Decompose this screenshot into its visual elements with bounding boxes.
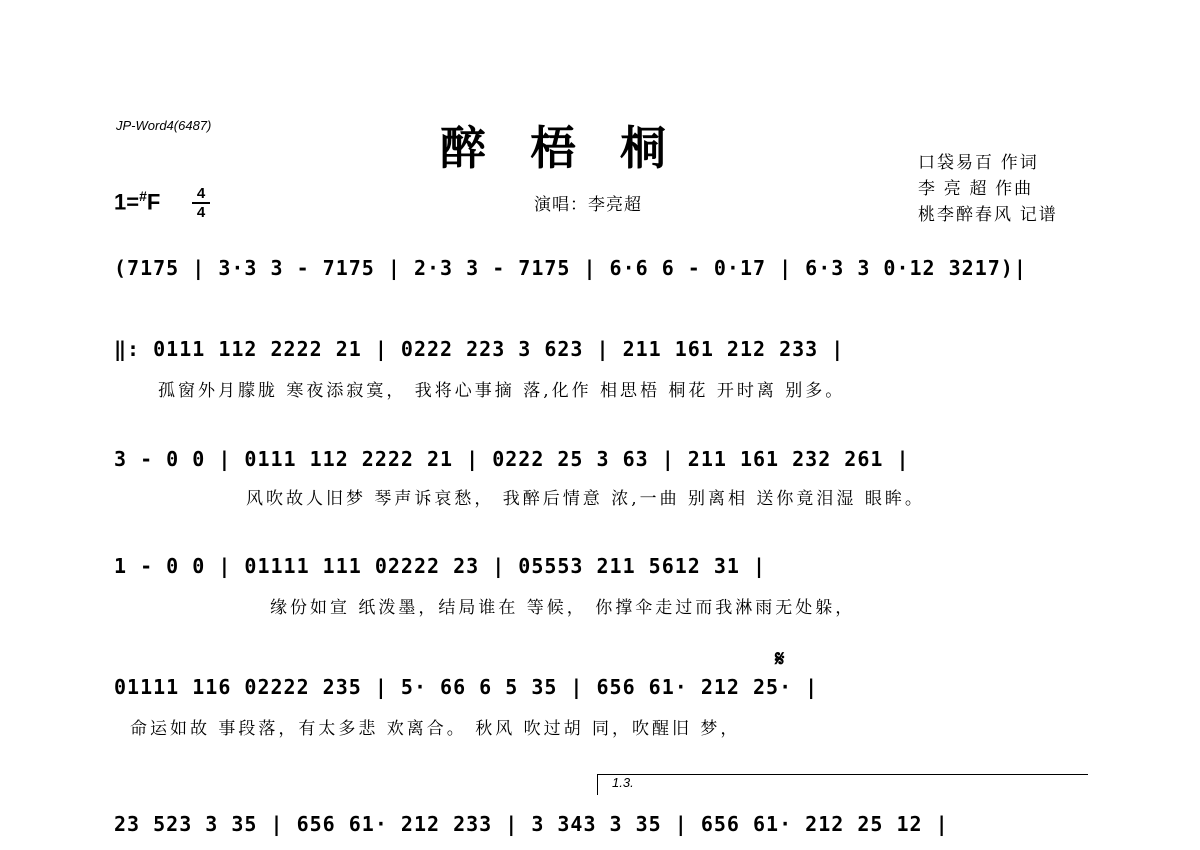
key-signature bbox=[114, 188, 160, 215]
time-signature-top: 4 bbox=[196, 185, 206, 202]
composer-credit: 李 亮 超 作曲 bbox=[918, 179, 1034, 198]
lyrics-line-2: 孤窗外月朦胧 寒夜添寂寞， 我将心事摘 落,化作 相思梧 桐花 开时离 别多。 bbox=[158, 381, 846, 401]
notation-line-5: 01111 116 02222 235 | 5· 66 6 5 35 | 656 61· 212 25· | bbox=[114, 675, 819, 699]
time-signature-bottom: 4 bbox=[196, 204, 206, 221]
lyrics-line-5: 命运如故 事段落，有太多悲 欢离合。 秋风 吹过胡 同，吹醒旧 梦， bbox=[130, 719, 741, 739]
segno-icon: 𝄋 bbox=[775, 646, 785, 671]
notation-line-3: 3 - 0 0 | 0111 112 2222 21 | 0222 25 3 63 | 211 161 232 261 | bbox=[114, 447, 910, 471]
lyricist-credit: 口袋易百 作词 bbox=[918, 153, 1039, 172]
software-label: JP-Word4(6487) bbox=[116, 118, 212, 133]
key-note: F bbox=[146, 189, 161, 215]
time-signature bbox=[192, 186, 210, 220]
transcriber-credit: 桃李醉春风 记谱 bbox=[918, 205, 1058, 224]
ending-label: 1.3. bbox=[612, 775, 634, 790]
notation-line-4: 1 - 0 0 | 01111 111 02222 23 | 05553 211 5612 31 | bbox=[114, 554, 767, 578]
notation-line-2: ‖: 0111 112 2222 21 | 0222 223 3 623 | 211 161 212 233 | bbox=[114, 337, 845, 361]
credits bbox=[918, 150, 1058, 228]
notation-line-6: 23 523 3 35 | 656 61· 212 233 | 3 343 3 35 | 656 61· 212 25 12 | bbox=[114, 812, 949, 836]
first-ending-bracket bbox=[597, 774, 1088, 795]
lyrics-line-3: 风吹故人旧梦 琴声诉哀愁， 我醉后情意 浓,一曲 别离相 送你竟泪湿 眼眸。 bbox=[246, 489, 925, 509]
song-title: 醉梧桐 bbox=[440, 121, 710, 175]
key-prefix: 1= bbox=[114, 189, 140, 215]
singer-label: 演唱：李亮超 bbox=[534, 195, 642, 214]
lyrics-line-4: 缘份如宣 纸泼墨，结局谁在 等候， 你撑伞走过而我淋雨无处躲， bbox=[270, 598, 856, 618]
notation-line-1: (7175 | 3·3 3 - 7175 | 2·3 3 - 7175 | 6·6 6 - 0·17 | 6·3 3 0·12 3217)| bbox=[114, 256, 1027, 280]
sharp-icon: # bbox=[139, 188, 147, 204]
